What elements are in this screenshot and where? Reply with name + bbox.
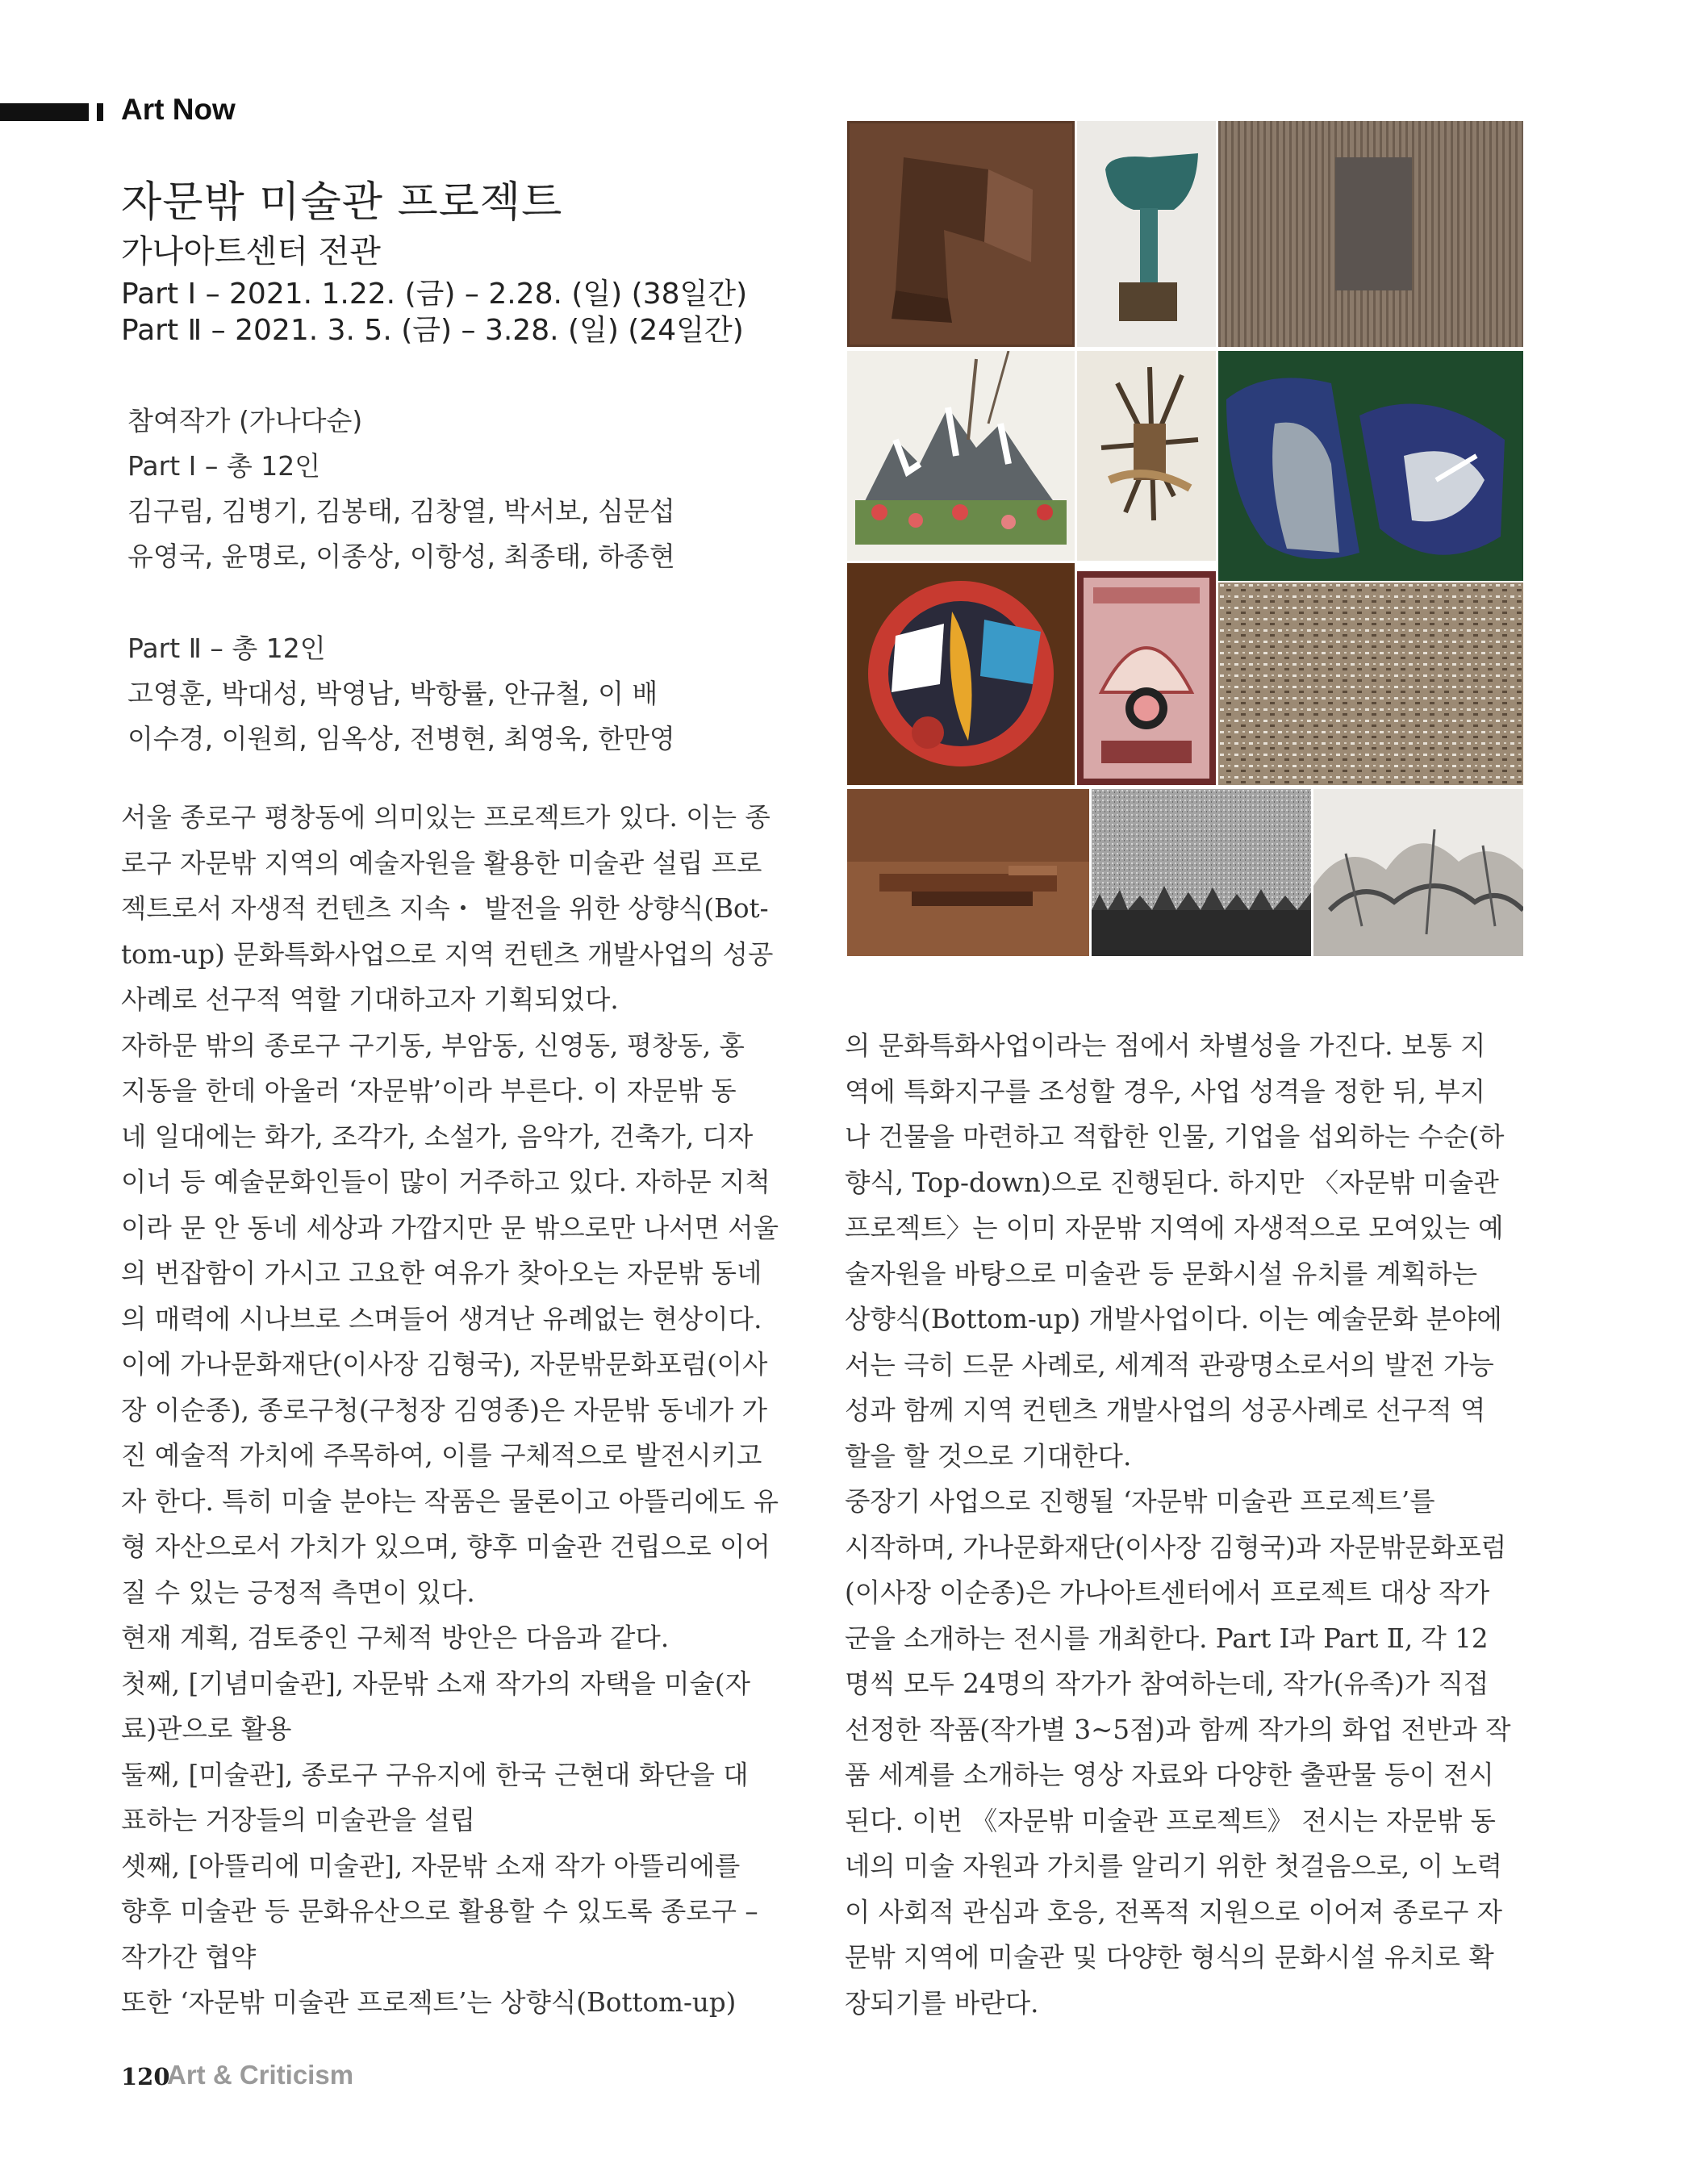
body-line: 의 번잡함이 가시고 고요한 여유가 찾아오는 자문밖 동네 — [121, 1258, 762, 1288]
part2-dates: Part Ⅱ – 2021. 3. 5. (금) – 3.28. (일) (24일간) — [121, 314, 744, 347]
artwork-brown-geometric — [847, 121, 1075, 347]
body-line: 서는 극히 드문 사례로, 세계적 관광명소로서의 발전 가능 — [845, 1349, 1494, 1380]
body-line: 료)관으로 활용 — [121, 1714, 292, 1744]
artwork-speckled-texture — [1218, 583, 1523, 785]
artists-heading: 참여작가 (가나다순) — [127, 405, 363, 436]
body-line: 이 사회적 관심과 호응, 전폭적 지원으로 이어져 종로구 자 — [845, 1896, 1503, 1927]
body-column-right — [845, 1023, 1518, 2026]
body-line: 상향식(Bottom-up) 개발사업이다. 이는 예술문화 분야에 — [845, 1304, 1502, 1334]
magazine-name: Art & Criticism — [167, 2060, 354, 2090]
body-line: 의 매력에 시나브로 스며들어 생겨난 유례없는 현상이다. — [121, 1303, 762, 1334]
body-line: 첫째, [기념미술관], 자문밖 소재 작가의 자택을 미술(자 — [121, 1668, 750, 1699]
body-line: 둘째, [미술관], 종로구 구유지에 한국 근현대 화단을 대 — [121, 1759, 749, 1790]
body-line: 시작하며, 가나문화재단(이사장 김형국)과 자문밖문화포럼 — [845, 1531, 1507, 1563]
artwork-green-blue-forms — [1218, 351, 1523, 581]
artwork-brown-stripes — [1218, 121, 1523, 347]
body-line: 이너 등 예술문화인들이 많이 거주하고 있다. 자하문 지척 — [121, 1167, 770, 1197]
body-line: 네의 미술 자원과 가치를 알리기 위한 첫걸음으로, 이 노력 — [845, 1851, 1503, 1881]
body-line: 이라 문 안 동네 세상과 가깝지만 문 밖으로만 나서면 서울 — [121, 1212, 779, 1243]
body-line: 장 이순종), 종로구청(구청장 김영종)은 자문밖 동네가 가 — [121, 1394, 768, 1426]
body-line: 프로젝트〉는 이미 자문밖 지역에 자생적으로 모여있는 예 — [845, 1213, 1504, 1243]
body-line: 할을 할 것으로 기대한다. — [845, 1440, 1132, 1472]
artwork-teal-sculpture — [1077, 121, 1216, 347]
body-line: 이에 가나문화재단(이사장 김형국), 자문밖문화포럼(이사 — [121, 1349, 768, 1380]
artists-part1-heading: Part Ⅰ – 총 12인 — [127, 450, 321, 482]
artwork-grey-grass — [1092, 789, 1311, 956]
page-number: 120 — [121, 2063, 170, 2090]
body-line: 나 건물을 마련하고 적합한 인물, 기업을 섭외하는 수순(하 — [845, 1121, 1505, 1152]
body-line: 군을 소개하는 전시를 개최한다. Part Ⅰ과 Part Ⅱ, 각 12 — [845, 1622, 1489, 1654]
body-line: 성과 함께 지역 컨텐츠 개발사업의 성공사례로 선구적 역 — [845, 1395, 1486, 1426]
artists-part2-line1: 고영훈, 박대성, 박영남, 박항률, 안규철, 이 배 — [127, 678, 658, 709]
body-line: 역에 특화지구를 조성할 경우, 사업 성격을 정한 뒤, 부지 — [845, 1075, 1485, 1107]
artwork-ink-landscape — [1313, 789, 1523, 956]
section-bar — [0, 103, 89, 121]
body-line: 사례로 선구적 역할 기대하고자 기획되었다. — [121, 984, 619, 1015]
artists-part1-line1: 김구림, 김병기, 김봉태, 김창열, 박서보, 심문섭 — [127, 495, 675, 527]
body-line: 젝트로서 자생적 컨텐츠 지속・ 발전을 위한 상향식(Bot- — [121, 893, 769, 924]
artists-part1-line2: 유영국, 윤명로, 이종상, 이항성, 최종태, 하종현 — [127, 541, 675, 572]
body-line: 술자원을 바탕으로 미술관 등 문화시설 유치를 계획하는 — [845, 1258, 1478, 1289]
body-line: 장되기를 바란다. — [845, 1987, 1039, 2019]
page-subtitle: 가나아트센터 전관 — [121, 233, 381, 270]
body-line: 형 자산으로서 가치가 있으며, 향후 미술관 건립으로 이어 — [121, 1531, 770, 1562]
body-line: 의 문화특화사업이라는 점에서 차별성을 가진다. 보통 지 — [845, 1030, 1486, 1061]
body-line: 현재 계획, 검토중인 구체적 방안은 다음과 같다. — [121, 1622, 670, 1653]
part1-dates: Part Ⅰ – 2021. 1.22. (금) – 2.28. (일) (38일간) — [121, 278, 748, 311]
body-line: 네 일대에는 화가, 조각가, 소설가, 음악가, 건축가, 디자 — [121, 1121, 754, 1152]
body-line: 명씩 모두 24명의 작가가 참여하는데, 작가(유족)가 직접 — [845, 1668, 1489, 1699]
body-line: 향후 미술관 등 문화유산으로 활용할 수 있도록 종로구 – — [121, 1896, 758, 1927]
artists-part2-line2: 이수경, 이원희, 임옥상, 전병현, 최영욱, 한만영 — [127, 723, 675, 754]
body-line: 진 예술적 가치에 주목하여, 이를 구체적으로 발전시키고 — [121, 1440, 762, 1471]
body-line: 작가간 협약 — [121, 1941, 257, 1973]
body-line: tom-up) 문화특화사업으로 지역 컨텐츠 개발사업의 성공 — [121, 938, 774, 970]
body-line: 문밖 지역에 미술관 및 다양한 형식의 문화시설 유치로 확 — [845, 1942, 1494, 1973]
body-line: 자 한다. 특히 미술 분야는 작품은 물론이고 아뜰리에도 유 — [121, 1485, 779, 1517]
body-line: 또한 ‘자문밖 미술관 프로젝트’는 상향식(Bottom-up) — [121, 1987, 737, 2018]
body-column-left — [121, 795, 803, 2026]
artists-part2-heading: Part Ⅱ – 총 12인 — [127, 633, 326, 664]
artwork-mountain-flowers — [847, 351, 1075, 561]
body-line: 자하문 밖의 종로구 구기동, 부암동, 신영동, 평창동, 홍 — [121, 1029, 745, 1061]
artwork-abstract-branches — [1077, 351, 1216, 561]
artwork-wood-bench — [847, 789, 1089, 956]
body-line: 로구 자문밖 지역의 예술자원을 활용한 미술관 설립 프로 — [121, 847, 762, 879]
body-line: 셋째, [아뜰리에 미술관], 자문밖 소재 작가 아뜰리에를 — [121, 1850, 741, 1881]
body-line: 향식, Top-down)으로 진행된다. 하지만 〈자문밖 미술관 — [845, 1167, 1499, 1198]
section-bar-small — [97, 103, 103, 121]
body-line: 중장기 사업으로 진행될 ‘자문밖 미술관 프로젝트’를 — [845, 1486, 1435, 1517]
body-line: (이사장 이순종)은 가나아트센터에서 프로젝트 대상 작가 — [845, 1577, 1490, 1608]
body-line: 선정한 작품(작가별 3~5점)과 함께 작가의 화업 전반과 작 — [845, 1714, 1511, 1745]
artwork-red-abstract — [847, 563, 1075, 785]
body-line: 품 세계를 소개하는 영상 자료와 다양한 출판물 등이 전시 — [845, 1760, 1494, 1790]
artwork-pink-framed — [1077, 571, 1216, 785]
body-line: 질 수 있는 긍정적 측면이 있다. — [121, 1576, 475, 1608]
body-line: 표하는 거장들의 미술관을 설립 — [121, 1805, 476, 1835]
section-label: Art Now — [121, 93, 236, 126]
body-line: 된다. 이번 《자문밖 미술관 프로젝트》 전시는 자문밖 동 — [845, 1805, 1496, 1836]
page-title: 자문밖 미술관 프로젝트 — [121, 178, 563, 227]
body-line: 서울 종로구 평창동에 의미있는 프로젝트가 있다. 이는 종 — [121, 802, 770, 833]
body-line: 지동을 한데 아울러 ‘자문밖’이라 부른다. 이 자문밖 동 — [121, 1075, 737, 1106]
